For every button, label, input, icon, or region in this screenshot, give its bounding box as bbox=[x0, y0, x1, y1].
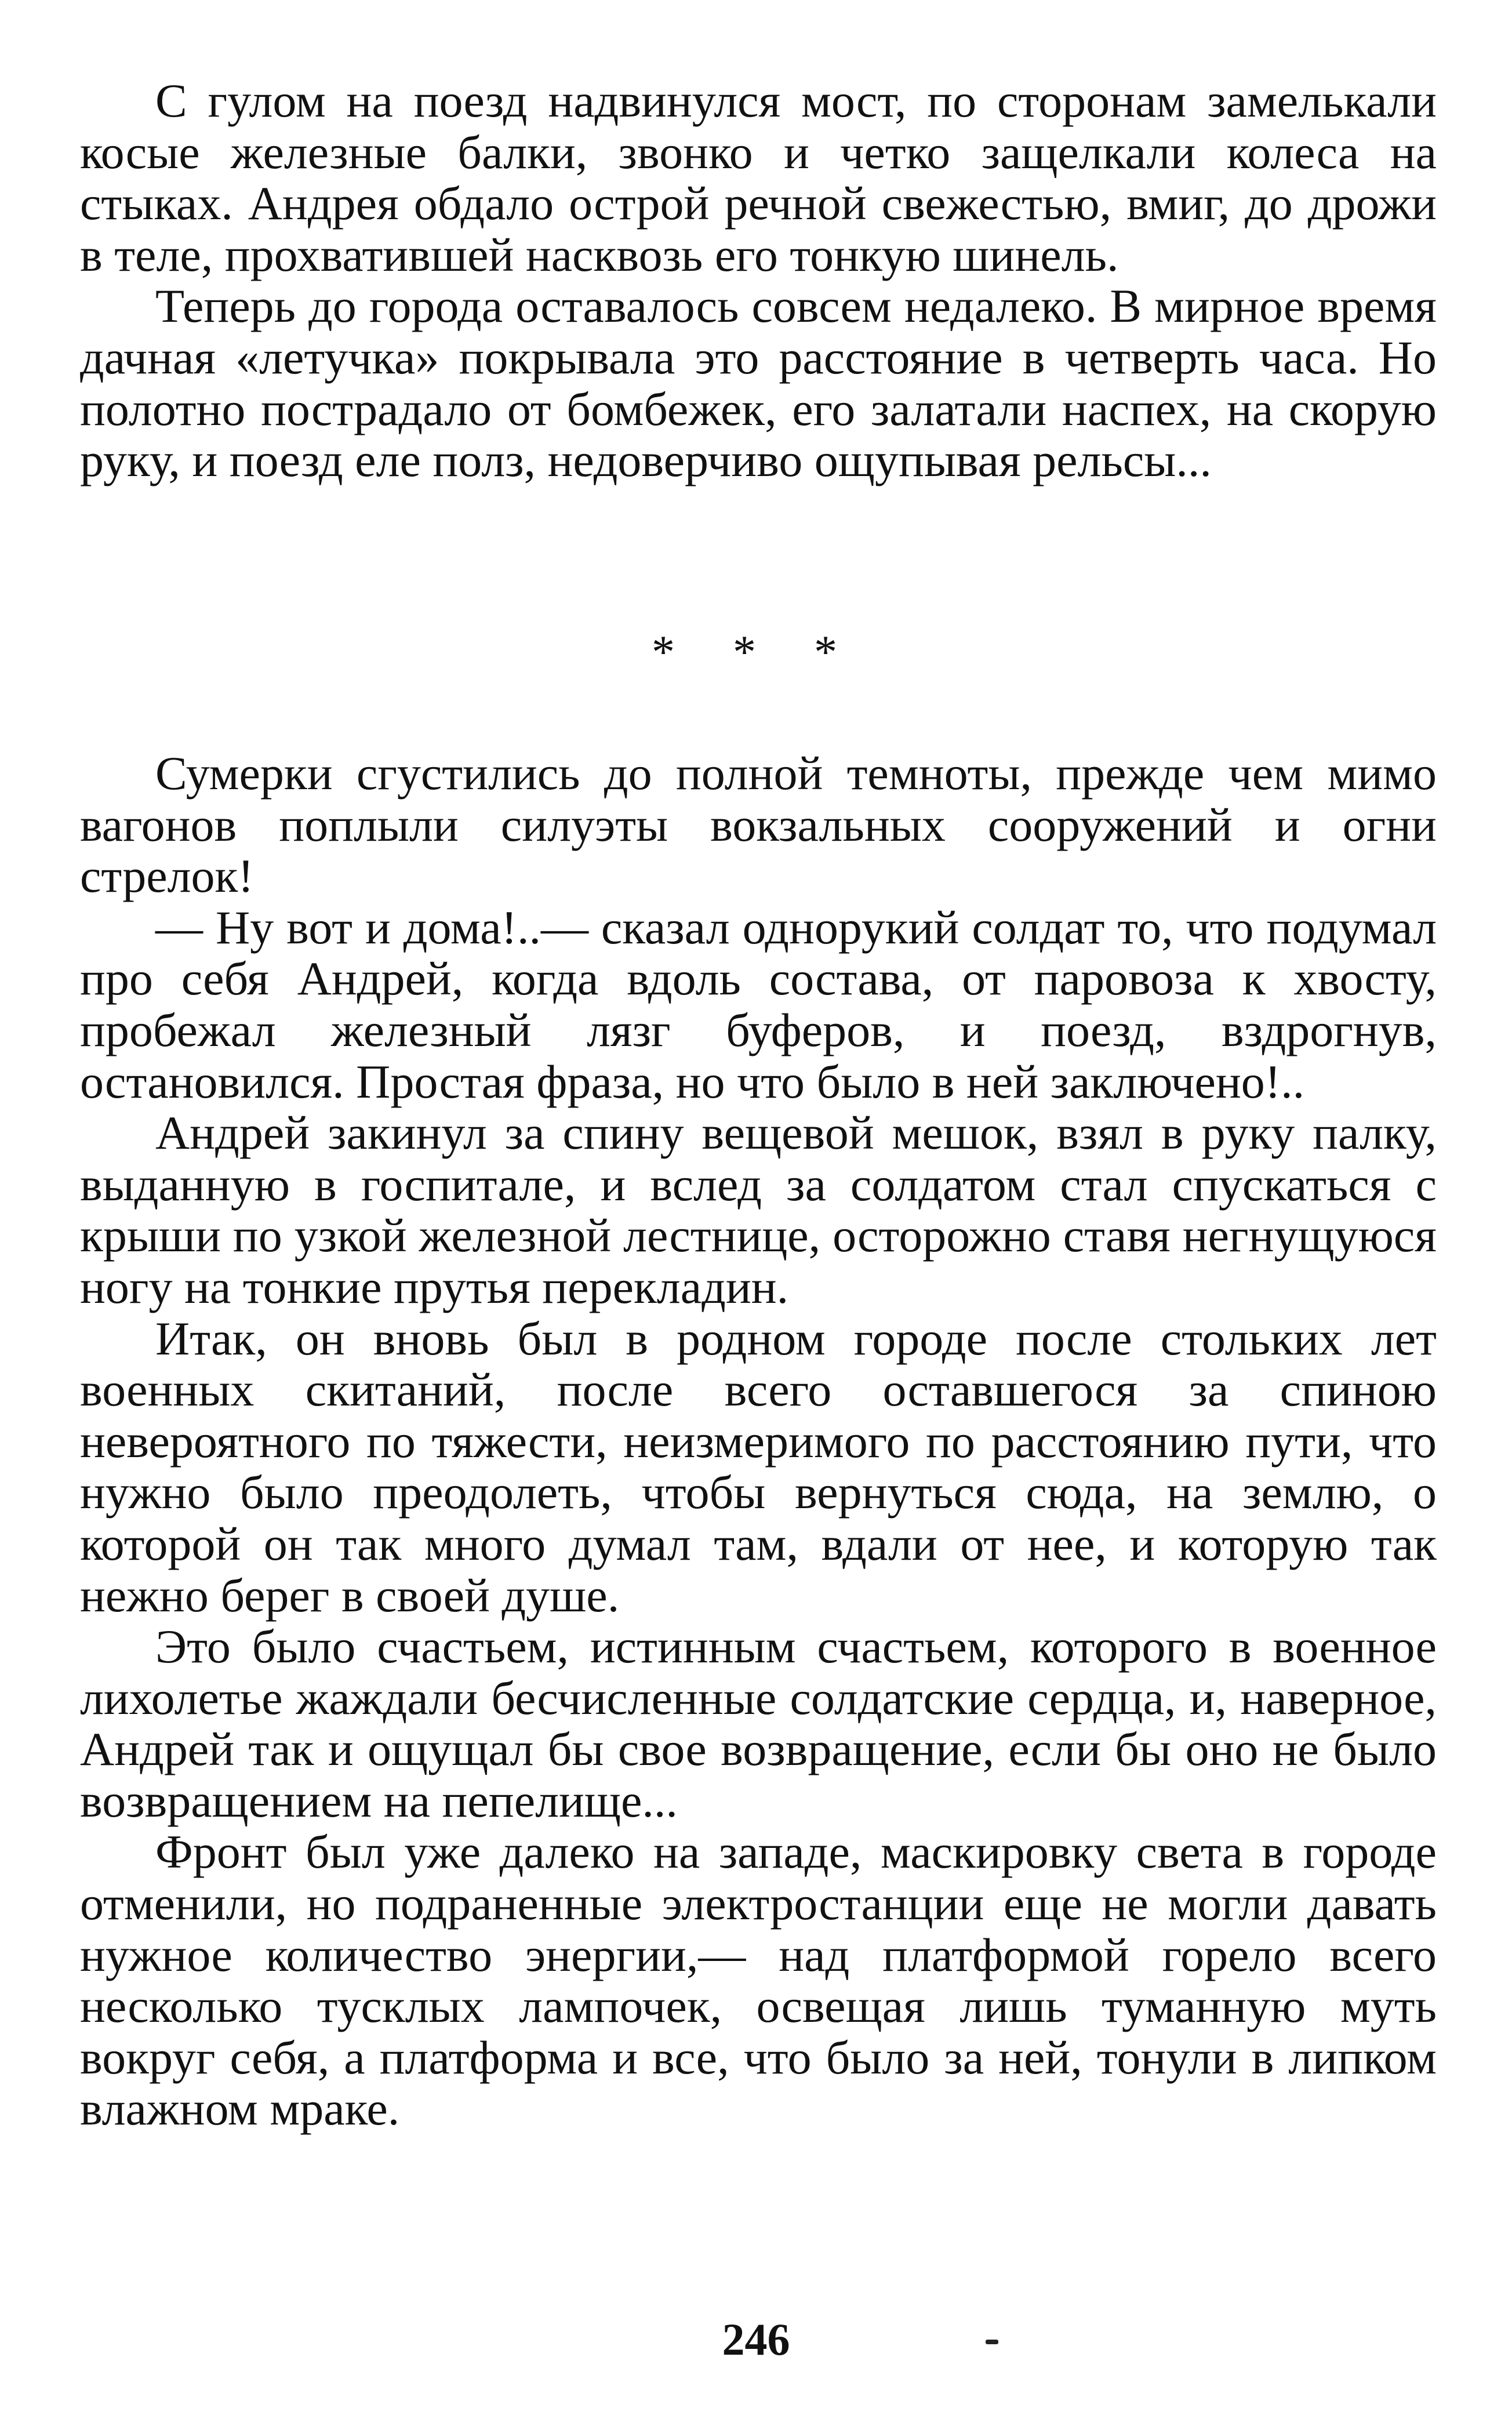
print-speck bbox=[986, 2340, 998, 2344]
paragraph: С гулом на поезд надвинулся мост, по сторонам замелькали косые железные балки, звонко и четко защелкали колеса на стыках. Андрея обдало острой речной свежестью, вмиг, до дрожи в теле, прохватившей насквозь его тонкую шинель. bbox=[80, 74, 1437, 281]
paragraph: Сумерки сгустились до полной темноты, прежде чем мимо вагонов поплыли силуэты вокзальных сооружений и огни стрелок! bbox=[80, 747, 1437, 903]
paragraph: Теперь до города оставалось совсем недалеко. В мирное время дачная «летучка» покрывала это расстояние в четверть часа. Но полотно пострадало от бомбежек, его залатали наспех, на скорую руку, и поезд еле полз, недоверчиво ощупывая рельсы... bbox=[80, 279, 1437, 487]
paragraph: — Ну вот и дома!..— сказал однорукий солдат то, что подумал про себя Андрей, когда вдоль состава, от паровоза к хвосту, пробежал железный лязг буферов, и поезд, вздрогнув, остановился. Простая фраза, но что было в ней заключено!.. bbox=[80, 900, 1437, 1108]
paragraph: Это было счастьем, истинным счастьем, которого в военное лихолетье жаждали бесчисленные солдатские сердца, и, наверное, Андрей так и ощущал бы свое возвращение, если бы оно не было возвращением на пепелище... bbox=[80, 1620, 1437, 1827]
paragraph: Фронт был уже далеко на западе, маскировку света в городе отменили, но подраненные электростанции еще не могли давать нужное количество энергии,— над платформой горело всего несколько тусклых лампочек, освещая лишь туманную муть вокруг себя, а платформа и все, что было за ней, тонули в липком влажном мраке. bbox=[80, 1825, 1437, 2136]
paragraph: Итак, он вновь был в родном городе после стольких лет военных скитаний, после всего оставшегося за спиною невероятного по тяжести, неизмеримого по расстоянию пути, что нужно было преодолеть, чтобы вернуться сюда, на землю, о которой он так много думал там, вдали от нее, и которую так нежно берег в своей душе. bbox=[80, 1312, 1437, 1622]
paragraph: Андрей закинул за спину вещевой мешок, взял в руку палку, выданную в госпитале, и вслед за солдатом стал спускаться с крыши по узкой железной лестнице, осторожно ставя негнущуюся ногу на тонкие прутья перекладин. bbox=[80, 1106, 1437, 1313]
text-section-1 bbox=[80, 75, 1437, 486]
page-number: 246 bbox=[722, 2314, 790, 2365]
text-section-2 bbox=[80, 748, 1437, 2135]
section-separator: * * * bbox=[652, 627, 860, 678]
